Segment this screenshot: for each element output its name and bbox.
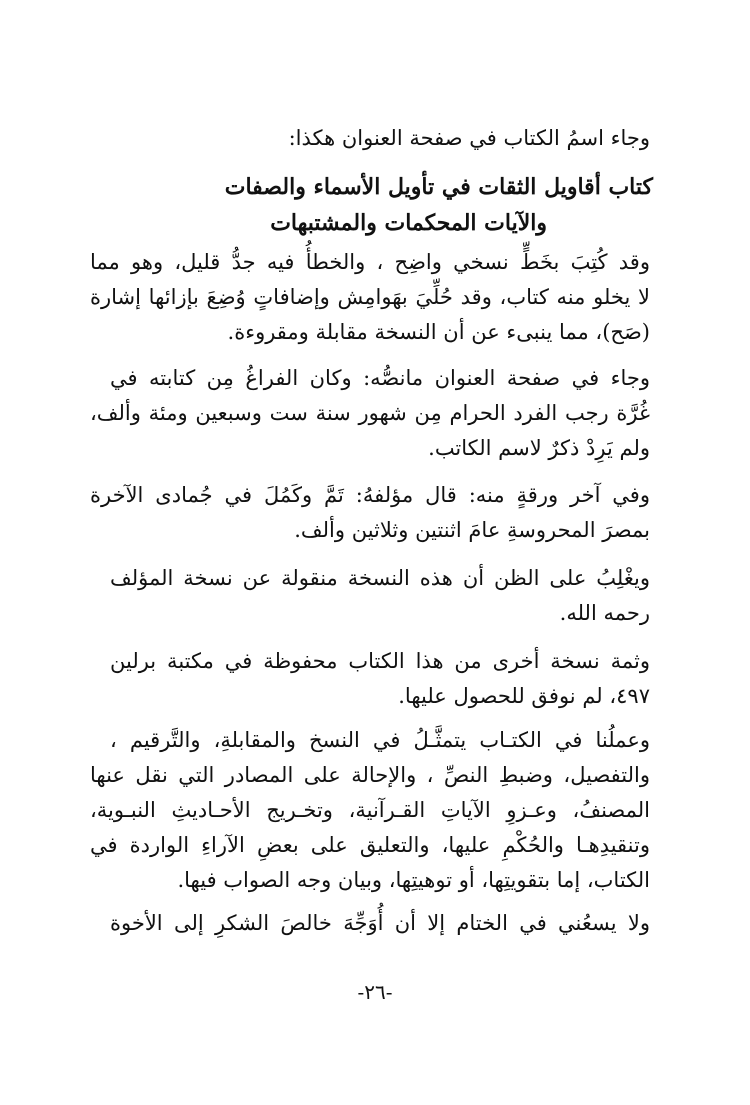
page-number: -٢٦-	[357, 980, 393, 1004]
paragraph-6-line-5: الكتاب، إما بتقويتِها، أو توهيتِها، وبيان وجه الصواب فيها.	[177, 868, 650, 892]
paragraph-6-line-1: وعملُنا في الكتـاب يتمثَّـلُ في النسخ والمقابلةِ، والتَّرقيم ،	[110, 728, 650, 752]
paragraph-4-line-1: ويغْلِبُ على الظن أن هذه النسخة منقولة عن نسخة المؤلف	[110, 566, 650, 590]
paragraph-2-line-2: غُرَّة رجب الفرد الحرام مِن شهور سنة ست وسبعين ومئة وألف،	[90, 401, 650, 425]
paragraph-1-line-2: لا يخلو منه كتاب، وقد حُلِّيَ بهَوامِش وإضافاتٍ وُضِعَ بإزائها إشارة	[90, 285, 650, 309]
paragraph-6-line-3: المصنفُ، وعـزوِ الآياتِ القـرآنية، وتخـريج الأحـاديثِ النبـوية،	[90, 798, 650, 822]
paragraph-1-line-3: (صَح)، مما ينبىء عن أن النسخة مقابلة ومقروءة.	[227, 320, 650, 344]
book-title-line-1: كتاب أقاويل الثقات في تأويل الأسماء والصفات	[224, 174, 653, 200]
paragraph-6-line-2: والتفصيل، وضبطِ النصِّ ، والإحالة على المصادر التي نقل عنها	[90, 763, 650, 787]
paragraph-3-line-2: بمصرَ المحروسةِ عامَ اثنتين وثلاثين وألف.	[294, 518, 650, 542]
paragraph-1-line-1: وقد كُتِبَ بخَطٍّ نسخي واضِح ، والخطأُ فيه جدُّ قليل، وهو مما	[90, 250, 650, 274]
paragraph-4-line-2: رحمه الله.	[559, 601, 650, 625]
paragraph-6-line-4: وتنقيدِهـا والحُكْمِ عليها، والتعليق على بعضِ الآراءِ الواردة في	[90, 833, 650, 857]
paragraph-5-line-2: ٤٩٧، لم نوفق للحصول عليها.	[398, 684, 650, 708]
book-title-line-2: والآيات المحكمات والمشتبهات	[270, 210, 547, 236]
intro-line: وجاء اسمُ الكتاب في صفحة العنوان هكذا:	[288, 126, 650, 150]
paragraph-7-line-1: ولا يسعُني في الختام إلا أن أُوَجِّهَ خالصَ الشكرِ إلى الأخوة	[110, 911, 650, 935]
paragraph-5-line-1: وثمة نسخة أخرى من هذا الكتاب محفوظة في مكتبة برلين	[110, 649, 650, 673]
paragraph-2-line-1: وجاء في صفحة العنوان مانصُّه: وكان الفراغُ مِن كتابته في	[110, 366, 650, 390]
paragraph-3-line-1: وفي آخر ورقةٍ منه: قال مؤلفهُ: تَمَّ وكَمُلَ في جُمادى الآخرة	[90, 483, 650, 507]
paragraph-2-line-3: ولم يَرِدْ ذكرٌ لاسم الكاتب.	[428, 436, 650, 460]
